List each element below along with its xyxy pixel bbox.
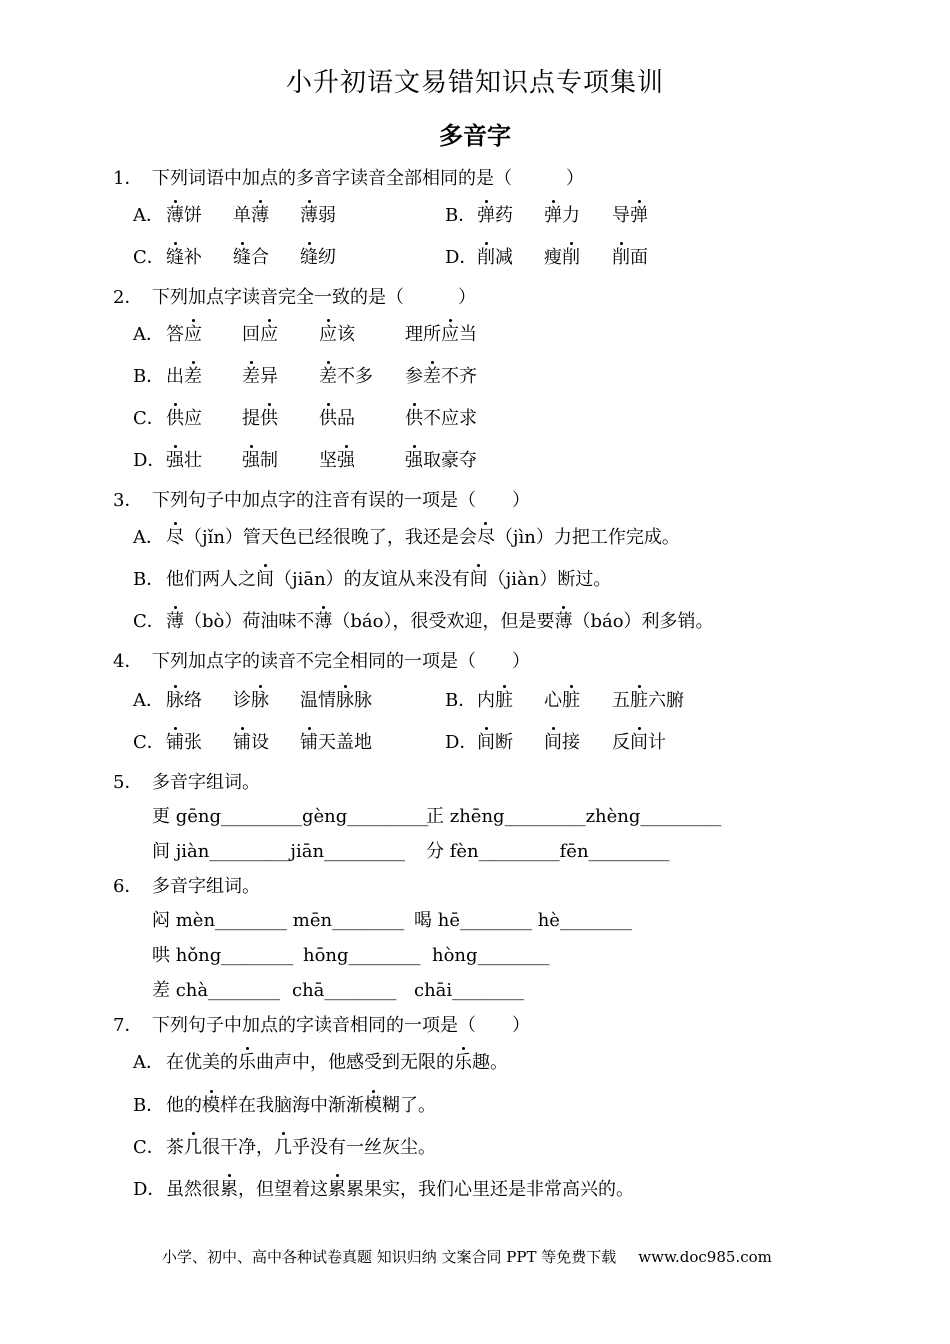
footer-url: www.doc985.com xyxy=(638,1248,772,1266)
page-subtitle: 多音字 xyxy=(439,122,511,150)
option-word: 内脏 xyxy=(477,690,513,711)
dotted-char: 缝 xyxy=(166,247,184,268)
fill-blank-item: 闷 mèn________ mēn________ xyxy=(152,910,405,931)
dotted-char: 缝 xyxy=(233,247,251,268)
option-word: 应该 xyxy=(319,324,355,345)
question-number: 1． xyxy=(113,168,143,189)
option-word: 供品 xyxy=(319,408,355,429)
option-label: C． xyxy=(133,1137,165,1158)
option-word: 削面 xyxy=(612,247,648,268)
option-label: A． xyxy=(133,527,164,548)
question-number: 3． xyxy=(113,490,143,511)
dotted-char: 几 xyxy=(184,1137,202,1158)
option-word: 反间计 xyxy=(612,732,666,753)
question-text: 多音字组词。 xyxy=(152,772,260,793)
option-sentence: 他的模样在我脑海中渐渐模糊了。 xyxy=(166,1095,436,1116)
dotted-char: 间 xyxy=(477,732,495,753)
dotted-char: 薄 xyxy=(251,205,269,226)
dotted-char: 脏 xyxy=(495,690,513,711)
question-number: 7． xyxy=(113,1015,143,1036)
dotted-char: 薄 xyxy=(300,205,318,226)
option-label: A． xyxy=(133,1052,164,1073)
fill-blank-item: hōng________ xyxy=(303,945,421,966)
option-word: 间接 xyxy=(544,732,580,753)
dotted-char: 缝 xyxy=(300,247,318,268)
dotted-char: 薄 xyxy=(554,611,573,632)
question-number: 5． xyxy=(113,772,143,793)
fill-blank-item: chā________ xyxy=(292,980,397,1001)
fill-blank-item: 间 jiàn_________jiān_________ xyxy=(152,841,406,862)
dotted-char: 供 xyxy=(405,408,423,429)
option-label: C． xyxy=(133,611,165,632)
option-word: 差异 xyxy=(242,366,278,387)
dotted-char: 强 xyxy=(405,450,423,471)
option-label: B． xyxy=(445,205,477,226)
dotted-char: 铺 xyxy=(300,732,318,753)
option-word: 答应 xyxy=(166,324,202,345)
question-text: 下列加点字读音完全一致的是（ ） xyxy=(152,287,476,308)
dotted-char: 应 xyxy=(441,324,459,345)
option-word: 单薄 xyxy=(233,205,269,226)
fill-blank-item: 差 chà________ xyxy=(152,980,281,1001)
dotted-char: 累 xyxy=(328,1179,346,1200)
footer xyxy=(162,1246,772,1267)
option-word: 供不应求 xyxy=(405,408,477,429)
option-word: 理所应当 xyxy=(405,324,477,345)
option-label: A． xyxy=(133,205,164,226)
dotted-char: 强 xyxy=(242,450,260,471)
option-sentence: 虽然很累，但望着这累累果实，我们心里还是非常高兴的。 xyxy=(166,1179,634,1200)
fill-blank-item: 正 zhēng_________zhèng_________ xyxy=(426,806,722,827)
option-sentence: 在优美的乐曲声中，他感受到无限的乐趣。 xyxy=(166,1052,508,1073)
dotted-char: 尽 xyxy=(476,527,495,548)
dotted-char: 差 xyxy=(242,366,260,387)
option-label: C． xyxy=(133,247,165,268)
dotted-char: 弹 xyxy=(544,205,562,226)
dotted-char: 间 xyxy=(256,569,274,590)
option-label: C． xyxy=(133,408,165,429)
dotted-char: 削 xyxy=(612,247,630,268)
dotted-char: 铺 xyxy=(233,732,251,753)
dotted-char: 应 xyxy=(260,324,278,345)
dotted-char: 应 xyxy=(184,324,202,345)
option-word: 导弹 xyxy=(612,205,648,226)
question-text: 下列词语中加点的多音字读音全部相同的是（ ） xyxy=(152,168,584,189)
option-word: 铺天盖地 xyxy=(300,732,372,753)
dotted-char: 强 xyxy=(166,450,184,471)
fill-blank-item: 分 fèn_________fēn_________ xyxy=(426,841,670,862)
dotted-char: 模 xyxy=(364,1095,382,1116)
dotted-char: 脉 xyxy=(336,690,354,711)
dotted-char: 差 xyxy=(184,366,202,387)
dotted-char: 差 xyxy=(423,366,441,387)
dotted-char: 削 xyxy=(562,247,580,268)
dotted-char: 弹 xyxy=(630,205,648,226)
question-number: 6． xyxy=(113,876,143,897)
dotted-char: 薄 xyxy=(166,205,184,226)
dotted-char: 铺 xyxy=(166,732,184,753)
dotted-char: 累 xyxy=(220,1179,238,1200)
option-word: 差不多 xyxy=(319,366,373,387)
dotted-char: 薄 xyxy=(166,611,184,632)
question-text: 下列句子中加点字的注音有误的一项是（ ） xyxy=(152,490,530,511)
option-label: D． xyxy=(445,732,478,753)
dotted-char: 脉 xyxy=(166,690,184,711)
dotted-char: 供 xyxy=(319,408,337,429)
dotted-char: 差 xyxy=(319,366,337,387)
option-word: 削减 xyxy=(477,247,513,268)
option-word: 强壮 xyxy=(166,450,202,471)
dotted-char: 弹 xyxy=(477,205,495,226)
fill-blank-item: 更 gēng_________gèng_________ xyxy=(152,806,429,827)
dotted-char: 脉 xyxy=(251,690,269,711)
option-word: 铺张 xyxy=(166,732,202,753)
option-word: 间断 xyxy=(477,732,513,753)
question-number: 4． xyxy=(113,651,143,672)
option-sentence: 他们两人之间（jiān）的友谊从来没有间（jiàn）断过。 xyxy=(166,569,612,590)
dotted-char: 供 xyxy=(260,408,278,429)
dotted-char: 间 xyxy=(544,732,562,753)
option-word: 诊脉 xyxy=(233,690,269,711)
option-word: 缝合 xyxy=(233,247,269,268)
option-word: 薄饼 xyxy=(166,205,202,226)
option-word: 脉络 xyxy=(166,690,202,711)
option-word: 强制 xyxy=(242,450,278,471)
question-text: 下列句子中加点的字读音相同的一项是（ ） xyxy=(152,1015,530,1036)
option-label: D． xyxy=(133,450,166,471)
option-sentence: 茶几很干净，几乎没有一丝灰尘。 xyxy=(166,1137,436,1158)
option-label: B． xyxy=(133,1095,165,1116)
fill-blank-item: 哄 hǒng________ xyxy=(152,945,294,966)
dotted-char: 间 xyxy=(630,732,648,753)
page-title: 小升初语文易错知识点专项集训 xyxy=(285,68,664,98)
dotted-char: 间 xyxy=(469,569,488,590)
fill-blank-item: hòng________ xyxy=(432,945,550,966)
option-label: D． xyxy=(133,1179,166,1200)
dotted-char: 几 xyxy=(274,1137,292,1158)
option-sentence: 尽（jǐn）管天色已经很晚了，我还是会尽（jìn）力把工作完成。 xyxy=(166,527,680,548)
option-word: 瘦削 xyxy=(544,247,580,268)
option-word: 回应 xyxy=(242,324,278,345)
dotted-char: 乐 xyxy=(454,1052,472,1073)
option-word: 温情脉脉 xyxy=(300,690,372,711)
dotted-char: 供 xyxy=(166,408,184,429)
option-label: A． xyxy=(133,324,164,345)
option-word: 强取豪夺 xyxy=(405,450,477,471)
option-word: 弹药 xyxy=(477,205,513,226)
option-label: A． xyxy=(133,690,164,711)
option-word: 弹力 xyxy=(544,205,580,226)
dotted-char: 削 xyxy=(477,247,495,268)
option-word: 缝补 xyxy=(166,247,202,268)
option-word: 参差不齐 xyxy=(405,366,477,387)
question-text: 多音字组词。 xyxy=(152,876,260,897)
question-number: 2． xyxy=(113,287,143,308)
dotted-char: 应 xyxy=(319,324,337,345)
dotted-char: 尽 xyxy=(166,527,184,548)
option-label: D． xyxy=(445,247,478,268)
option-label: B． xyxy=(133,366,165,387)
fill-blank-item: 喝 hē________ hè________ xyxy=(414,910,632,931)
dotted-char: 乐 xyxy=(238,1052,256,1073)
option-word: 坚强 xyxy=(319,450,355,471)
option-word: 五脏六腑 xyxy=(612,690,684,711)
option-label: B． xyxy=(133,569,165,590)
option-sentence: 薄（bò）荷油味不薄（báo），很受欢迎，但是要薄（báo）利多销。 xyxy=(166,611,714,632)
fill-blank-item: chāi________ xyxy=(414,980,525,1001)
option-word: 缝纫 xyxy=(300,247,336,268)
dotted-char: 脏 xyxy=(630,690,648,711)
question-text: 下列加点字的读音不完全相同的一项是（ ） xyxy=(152,651,530,672)
option-word: 铺设 xyxy=(233,732,269,753)
option-word: 心脏 xyxy=(544,690,580,711)
option-word: 提供 xyxy=(242,408,278,429)
dotted-char: 模 xyxy=(202,1095,220,1116)
dotted-char: 薄 xyxy=(314,611,333,632)
dotted-char: 脏 xyxy=(562,690,580,711)
option-word: 出差 xyxy=(166,366,202,387)
option-label: C． xyxy=(133,732,165,753)
footer-text: 小学、初中、高中各种试卷真题 知识归纳 文案合同 PPT 等免费下载 xyxy=(162,1248,617,1266)
option-word: 薄弱 xyxy=(300,205,336,226)
dotted-char: 强 xyxy=(337,450,355,471)
option-word: 供应 xyxy=(166,408,202,429)
option-label: B． xyxy=(445,690,477,711)
